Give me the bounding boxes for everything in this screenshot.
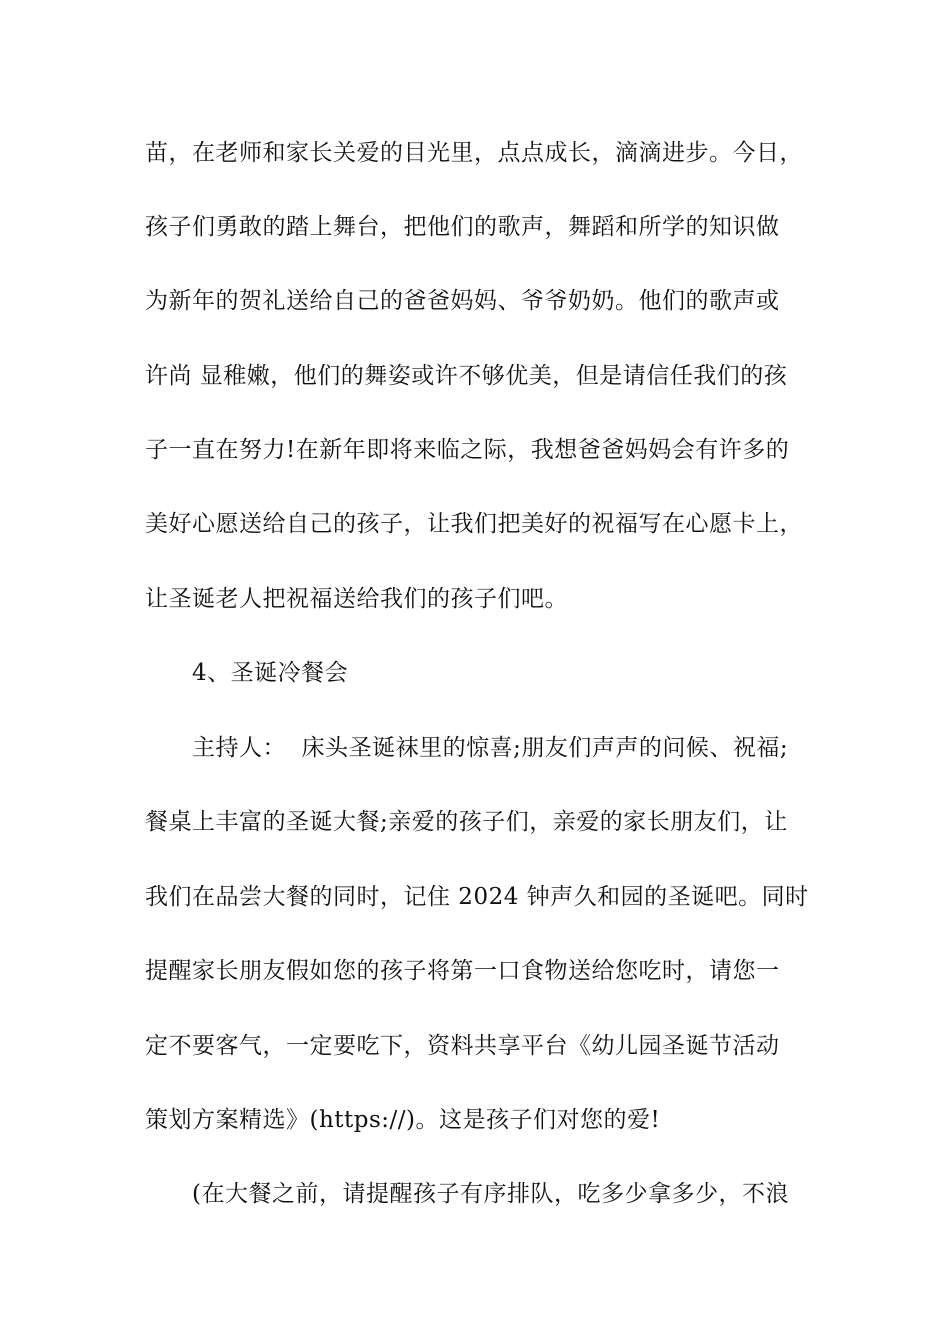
paragraph-line: 让圣诞老人把祝福送给我们的孩子们吧。 bbox=[145, 586, 568, 612]
paragraph-line: 孩子们勇敢的踏上舞台，把他们的歌声，舞蹈和所学的知识做 bbox=[145, 214, 780, 240]
paragraph-line: 许尚 显稚嫩，他们的舞姿或许不够优美，但是请信任我们的孩 bbox=[145, 363, 788, 389]
paragraph-line: 策划方案精选》(https://)。这是孩子们对您的爱! bbox=[145, 1107, 661, 1133]
paragraph-line: 我们在品尝大餐的同时，记住 2024 钟声久和园的圣诞吧。同时 bbox=[145, 884, 809, 910]
paragraph-line: (在大餐之前，请提醒孩子有序排队，吃多少拿多少，不浪 bbox=[192, 1181, 789, 1207]
section-heading: 4、圣诞冷餐会 bbox=[192, 660, 349, 686]
paragraph-line: 美好心愿送给自己的孩子，让我们把美好的祝福写在心愿卡上， bbox=[145, 511, 803, 537]
paragraph-line: 苗，在老师和家长关爱的目光里，点点成长，滴滴进步。今日， bbox=[145, 140, 803, 166]
paragraph-line: 子一直在努力!在新年即将来临之际，我想爸爸妈妈会有许多的 bbox=[145, 437, 790, 463]
paragraph-line: 提醒家长朋友假如您的孩子将第一口食物送给您吃时，请您一 bbox=[145, 958, 780, 984]
paragraph-line: 定不要客气，一定要吃下，资料共享平台《幼儿园圣诞节活动 bbox=[145, 1033, 780, 1059]
paragraph-line: 为新年的贺礼送给自己的爸爸妈妈、爷爷奶奶。他们的歌声或 bbox=[145, 288, 780, 314]
paragraph-line: 主持人： 床头圣诞袜里的惊喜;朋友们声声的问候、祝福; bbox=[192, 735, 789, 761]
paragraph-line: 餐桌上丰富的圣诞大餐;亲爱的孩子们，亲爱的家长朋友们，让 bbox=[145, 809, 788, 835]
